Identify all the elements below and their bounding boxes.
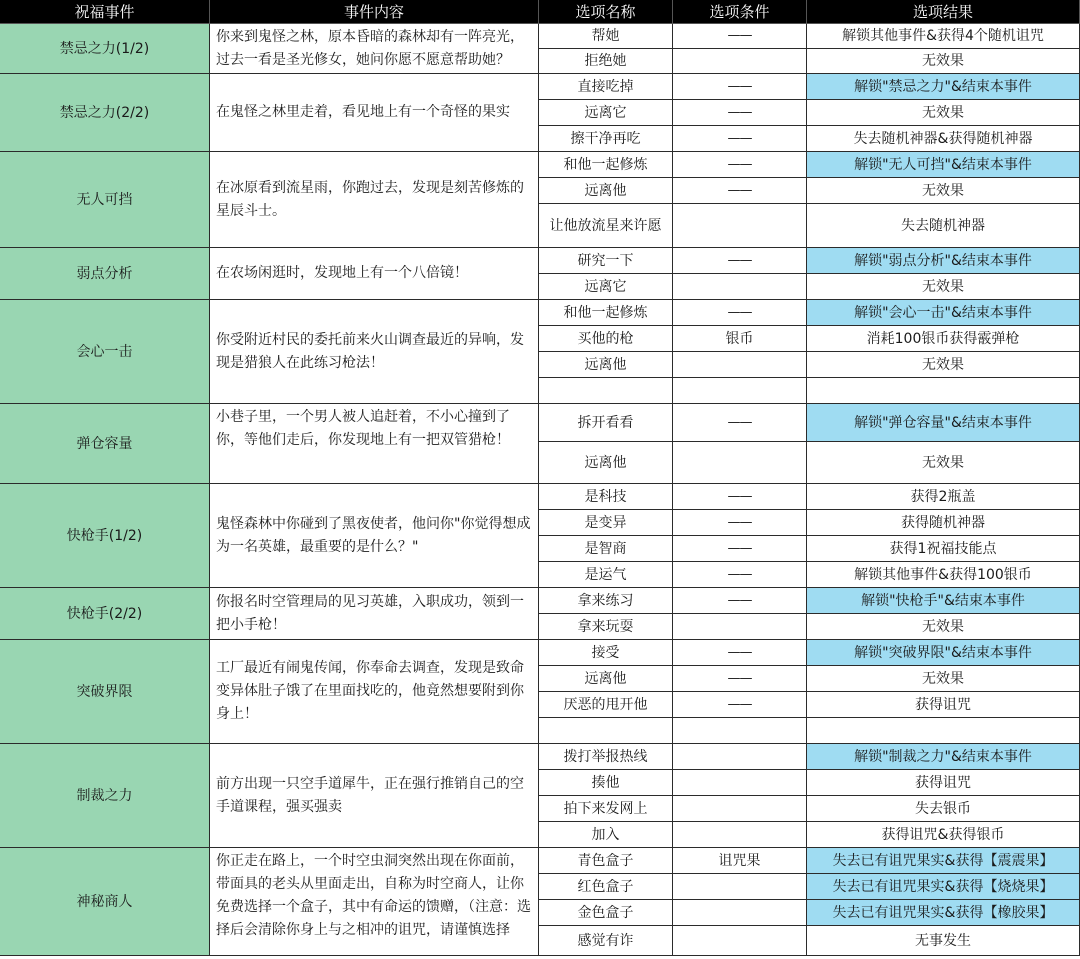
event-description-cell: 你受附近村民的委托前来火山调查最近的异响，发现是猎狼人在此练习枪法！ (210, 300, 539, 404)
option-result-cell: 获得1祝福技能点 (807, 536, 1080, 562)
option-name-cell: 拿来练习 (539, 588, 673, 614)
event-description-cell: 你来到鬼怪之林，原本昏暗的森林却有一阵亮光，过去一看是圣光修女，她问你愿不愿意帮助她？ (210, 24, 539, 74)
option-result-cell: 解锁"无人可挡"&结束本事件 (807, 152, 1080, 178)
event-name-cell: 禁忌之力(2/2) (0, 74, 210, 152)
option-name-cell: 擦干净再吃 (539, 126, 673, 152)
option-name-cell: 远离它 (539, 274, 673, 300)
event-description-cell: 在农场闲逛时，发现地上有一个八倍镜！ (210, 248, 539, 300)
option-result-cell: 失去随机神器 (807, 204, 1080, 248)
option-condition-cell: —— (673, 588, 807, 614)
option-result-cell: 获得诅咒 (807, 692, 1080, 718)
option-name-cell: 远离他 (539, 178, 673, 204)
option-condition-cell: —— (673, 100, 807, 126)
event-description-cell: 鬼怪森林中你碰到了黑夜使者，他问你"你觉得想成为一名英雄，最重要的是什么？" (210, 484, 539, 588)
option-name-cell: 远离他 (539, 666, 673, 692)
option-condition-cell (673, 49, 807, 74)
event-description-cell: 前方出现一只空手道犀牛，正在强行推销自己的空手道课程，强买强卖 (210, 744, 539, 848)
option-result-cell: 无效果 (807, 352, 1080, 378)
option-name-cell: 远离他 (539, 442, 673, 484)
option-result-cell: 无效果 (807, 178, 1080, 204)
option-condition-cell: —— (673, 536, 807, 562)
option-condition-cell: —— (673, 640, 807, 666)
option-result-cell: 解锁"快枪手"&结束本事件 (807, 588, 1080, 614)
option-name-cell: 拿来玩耍 (539, 614, 673, 640)
option-result-cell: 失去已有诅咒果实&获得【橡胶果】 (807, 900, 1080, 926)
option-condition-cell: —— (673, 178, 807, 204)
event-description-cell: 小巷子里，一个男人被人追赶着，不小心撞到了你，等他们走后，你发现地上有一把双管猎枪！ (210, 404, 539, 484)
option-name-cell: 是智商 (539, 536, 673, 562)
option-result-cell: 无效果 (807, 442, 1080, 484)
event-name-cell: 弹仓容量 (0, 404, 210, 484)
option-result-cell: 解锁其他事件&获得100银币 (807, 562, 1080, 588)
event-name-cell: 快枪手(2/2) (0, 588, 210, 640)
column-header: 选项条件 (673, 0, 807, 24)
option-condition-cell: —— (673, 666, 807, 692)
option-condition-cell: —— (673, 484, 807, 510)
option-result-cell: 解锁其他事件&获得4个随机诅咒 (807, 24, 1080, 49)
option-result-cell: 失去已有诅咒果实&获得【烧烧果】 (807, 874, 1080, 900)
option-condition-cell: —— (673, 24, 807, 49)
option-condition-cell (673, 352, 807, 378)
event-description-cell: 工厂最近有闹鬼传闻，你奉命去调查，发现是致命变异体肚子饿了在里面找吃的，他竟然想要附到你身上！ (210, 640, 539, 744)
option-condition-cell (673, 378, 807, 404)
event-name-cell: 禁忌之力(1/2) (0, 24, 210, 74)
column-header: 祝福事件 (0, 0, 210, 24)
option-condition-cell (673, 874, 807, 900)
option-condition-cell: —— (673, 510, 807, 536)
option-result-cell: 获得随机神器 (807, 510, 1080, 536)
option-name-cell: 直接吃掉 (539, 74, 673, 100)
option-name-cell: 金色盒子 (539, 900, 673, 926)
option-name-cell: 帮她 (539, 24, 673, 49)
option-condition-cell (673, 900, 807, 926)
option-condition-cell: —— (673, 404, 807, 442)
option-name-cell: 研究一下 (539, 248, 673, 274)
option-result-cell: 解锁"弱点分析"&结束本事件 (807, 248, 1080, 274)
option-condition-cell: —— (673, 248, 807, 274)
option-condition-cell: —— (673, 562, 807, 588)
option-condition-cell: —— (673, 126, 807, 152)
option-condition-cell: 银币 (673, 326, 807, 352)
option-condition-cell: 诅咒果 (673, 848, 807, 874)
event-description-cell: 在冰原看到流星雨，你跑过去，发现是刻苦修炼的星辰斗士。 (210, 152, 539, 248)
option-result-cell: 失去随机神器&获得随机神器 (807, 126, 1080, 152)
option-name-cell: 远离他 (539, 352, 673, 378)
event-name-cell: 弱点分析 (0, 248, 210, 300)
option-condition-cell (673, 614, 807, 640)
option-result-cell (807, 718, 1080, 744)
option-name-cell: 远离它 (539, 100, 673, 126)
option-name-cell: 加入 (539, 822, 673, 848)
column-header: 选项结果 (807, 0, 1080, 24)
option-result-cell: 获得诅咒&获得银币 (807, 822, 1080, 848)
option-condition-cell: —— (673, 152, 807, 178)
option-condition-cell (673, 718, 807, 744)
option-condition-cell (673, 926, 807, 956)
option-result-cell: 解锁"会心一击"&结束本事件 (807, 300, 1080, 326)
option-result-cell: 无事发生 (807, 926, 1080, 956)
event-name-cell: 无人可挡 (0, 152, 210, 248)
option-name-cell: 红色盒子 (539, 874, 673, 900)
option-condition-cell (673, 442, 807, 484)
option-name-cell: 感觉有诈 (539, 926, 673, 956)
option-name-cell: 和他一起修炼 (539, 152, 673, 178)
column-header: 选项名称 (539, 0, 673, 24)
option-condition-cell (673, 204, 807, 248)
option-condition-cell: —— (673, 692, 807, 718)
event-description-cell: 你报名时空管理局的见习英雄，入职成功，领到一把小手枪！ (210, 588, 539, 640)
option-name-cell: 买他的枪 (539, 326, 673, 352)
option-result-cell: 解锁"突破界限"&结束本事件 (807, 640, 1080, 666)
option-result-cell: 解锁"禁忌之力"&结束本事件 (807, 74, 1080, 100)
option-name-cell (539, 378, 673, 404)
option-result-cell: 无效果 (807, 614, 1080, 640)
option-result-cell: 失去已有诅咒果实&获得【震震果】 (807, 848, 1080, 874)
option-name-cell: 接受 (539, 640, 673, 666)
option-name-cell: 拍下来发网上 (539, 796, 673, 822)
option-condition-cell: —— (673, 300, 807, 326)
option-result-cell: 无效果 (807, 274, 1080, 300)
option-name-cell: 让他放流星来许愿 (539, 204, 673, 248)
option-result-cell: 消耗100银币获得霰弹枪 (807, 326, 1080, 352)
event-name-cell: 突破界限 (0, 640, 210, 744)
option-name-cell: 和他一起修炼 (539, 300, 673, 326)
option-result-cell: 无效果 (807, 666, 1080, 692)
option-name-cell: 揍他 (539, 770, 673, 796)
event-description-cell: 在鬼怪之林里走着，看见地上有一个奇怪的果实 (210, 74, 539, 152)
option-result-cell: 无效果 (807, 100, 1080, 126)
option-name-cell: 拆开看看 (539, 404, 673, 442)
option-name-cell: 是科技 (539, 484, 673, 510)
option-result-cell: 失去银币 (807, 796, 1080, 822)
option-result-cell: 解锁"弹仓容量"&结束本事件 (807, 404, 1080, 442)
option-name-cell: 青色盒子 (539, 848, 673, 874)
option-condition-cell (673, 822, 807, 848)
option-condition-cell (673, 274, 807, 300)
option-name-cell: 是变异 (539, 510, 673, 536)
option-result-cell: 无效果 (807, 49, 1080, 74)
event-name-cell: 制裁之力 (0, 744, 210, 848)
option-name-cell: 厌恶的甩开他 (539, 692, 673, 718)
option-name-cell (539, 718, 673, 744)
option-result-cell (807, 378, 1080, 404)
event-description-cell: 你正走在路上，一个时空虫洞突然出现在你面前，带面具的老头从里面走出，自称为时空商人，让你免费选择一个盒子，其中有命运的馈赠，（注意：选择后会清除你身上与之相冲的诅咒，请谨慎选择 (210, 848, 539, 956)
event-name-cell: 会心一击 (0, 300, 210, 404)
option-condition-cell (673, 770, 807, 796)
column-header: 事件内容 (210, 0, 539, 24)
option-condition-cell (673, 796, 807, 822)
event-name-cell: 快枪手(1/2) (0, 484, 210, 588)
option-condition-cell: —— (673, 74, 807, 100)
option-condition-cell (673, 744, 807, 770)
option-result-cell: 获得诅咒 (807, 770, 1080, 796)
option-result-cell: 解锁"制裁之力"&结束本事件 (807, 744, 1080, 770)
option-name-cell: 拨打举报热线 (539, 744, 673, 770)
option-name-cell: 是运气 (539, 562, 673, 588)
event-name-cell: 神秘商人 (0, 848, 210, 956)
option-result-cell: 获得2瓶盖 (807, 484, 1080, 510)
option-name-cell: 拒绝她 (539, 49, 673, 74)
